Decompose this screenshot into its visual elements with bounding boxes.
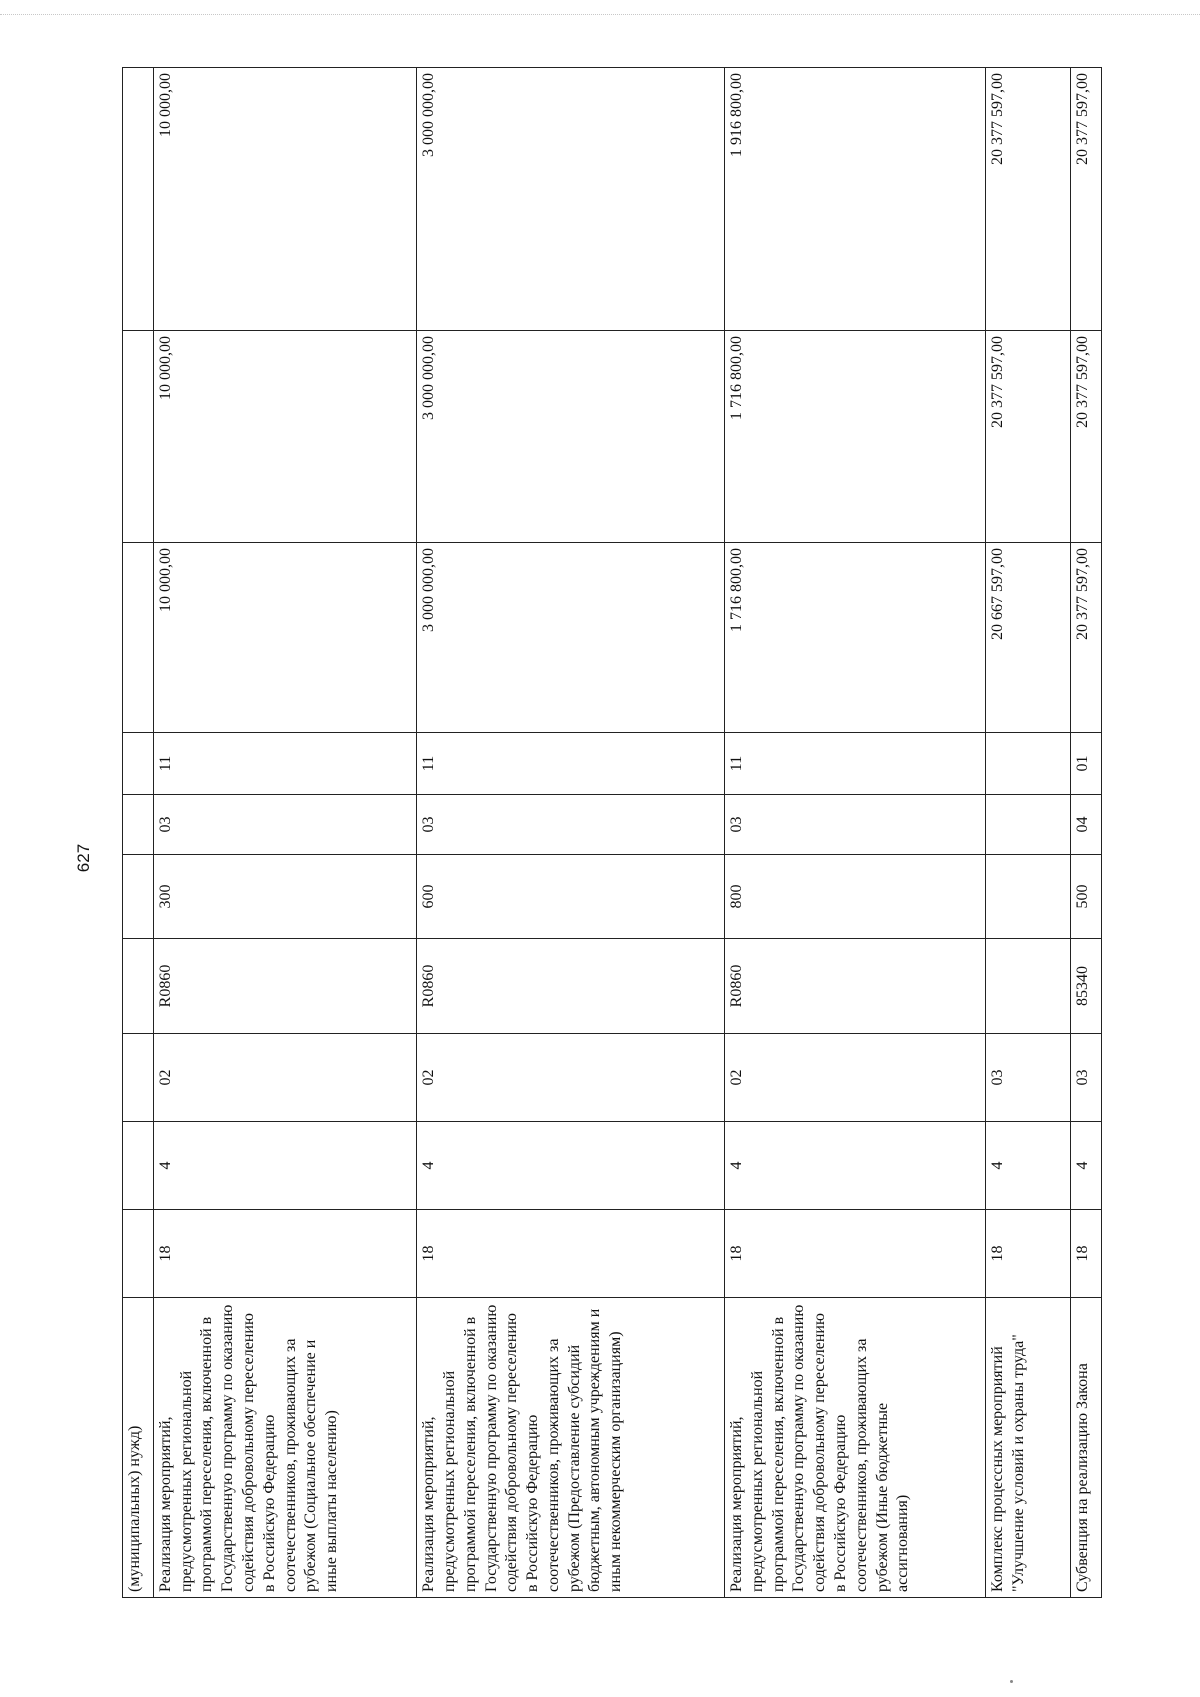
- amount-cell: 10 000,00: [153, 68, 416, 331]
- table-row-fragment: [123, 68, 154, 1598]
- row-description: Реализация мероприятий, предусмотренных региональной программой переселения, включенной в Государственную программу по оказанию содействия добровольному переселению в Российскую Федерацию соотечественников, проживающих за рубежом (Предоставление субсидий бюджетным, автономным учреждениям и иным некоммерческим организациям): [417, 1298, 725, 1598]
- table-row: [153, 68, 416, 1598]
- code-cell: 18: [1071, 1210, 1102, 1298]
- code-cell: 300: [153, 855, 416, 939]
- code-cell: 18: [986, 1210, 1071, 1298]
- code-cell: 600: [417, 855, 725, 939]
- amount-cell: 20 377 597,00: [986, 68, 1071, 331]
- table-row: [1071, 68, 1102, 1598]
- amount-cell: 20 377 597,00: [986, 331, 1071, 543]
- code-cell: 4: [417, 1122, 725, 1210]
- code-cell: 18: [725, 1210, 986, 1298]
- budget-table: [122, 67, 1102, 1598]
- amount-cell: 20 377 597,00: [1071, 331, 1102, 543]
- table-cell: [123, 1034, 154, 1122]
- rotated-table-container: [122, 68, 1102, 1598]
- row-description: Субвенция на реализацию Закона: [1071, 1298, 1102, 1598]
- code-cell: 4: [153, 1122, 416, 1210]
- table-cell: [123, 1122, 154, 1210]
- code-cell: R0860: [153, 939, 416, 1034]
- code-cell: 11: [725, 733, 986, 795]
- table-cell: [123, 795, 154, 855]
- code-cell: 02: [725, 1034, 986, 1122]
- table-cell: [123, 543, 154, 733]
- code-cell: 18: [417, 1210, 725, 1298]
- table-cell: [123, 331, 154, 543]
- code-cell: 4: [1071, 1122, 1102, 1210]
- code-cell: 03: [725, 795, 986, 855]
- amount-cell: 3 000 000,00: [417, 543, 725, 733]
- code-cell: [986, 855, 1071, 939]
- page-number: 627: [74, 843, 93, 873]
- code-cell: [986, 795, 1071, 855]
- code-cell: 500: [1071, 855, 1102, 939]
- row-description: Реализация мероприятий, предусмотренных региональной программой переселения, включенной в Государственную программу по оказанию содействия добровольному переселению в Российскую Федерацию соотечественников, проживающих за рубежом (Иные бюджетные ассигнования): [725, 1298, 986, 1598]
- table-row: [986, 68, 1071, 1598]
- code-cell: 01: [1071, 733, 1102, 795]
- row-description: Реализация мероприятий, предусмотренных региональной программой переселения, включенной в Государственную программу по оказанию содействия добровольному переселению в Российскую Федерацию соотечественников, проживающих за рубежом (Социальное обеспечение и иные выплаты населению): [153, 1298, 416, 1598]
- table-cell: [123, 855, 154, 939]
- fragment-label-cell: (муниципальных) нужд): [123, 1298, 154, 1598]
- code-cell: 4: [725, 1122, 986, 1210]
- code-cell: 04: [1071, 795, 1102, 855]
- code-cell: R0860: [725, 939, 986, 1034]
- scan-edge-line: [0, 14, 1200, 15]
- table-row: [725, 68, 986, 1598]
- code-cell: 03: [153, 795, 416, 855]
- code-cell: 85340: [1071, 939, 1102, 1034]
- amount-cell: 1 716 800,00: [725, 331, 986, 543]
- code-cell: 11: [153, 733, 416, 795]
- code-cell: 02: [417, 1034, 725, 1122]
- amount-cell: 1 716 800,00: [725, 543, 986, 733]
- table-cell: [123, 733, 154, 795]
- amount-cell: 10 000,00: [153, 543, 416, 733]
- table-cell: [123, 68, 154, 331]
- code-cell: 03: [417, 795, 725, 855]
- table-row: [417, 68, 725, 1598]
- table-cell: [123, 1210, 154, 1298]
- code-cell: 03: [1071, 1034, 1102, 1122]
- amount-cell: 10 000,00: [153, 331, 416, 543]
- amount-cell: 20 377 597,00: [1071, 68, 1102, 331]
- code-cell: 800: [725, 855, 986, 939]
- code-cell: 11: [417, 733, 725, 795]
- code-cell: [986, 733, 1071, 795]
- amount-cell: 3 000 000,00: [417, 68, 725, 331]
- code-cell: 4: [986, 1122, 1071, 1210]
- scan-speck: [1010, 1680, 1013, 1683]
- amount-cell: 3 000 000,00: [417, 331, 725, 543]
- amount-cell: 1 916 800,00: [725, 68, 986, 331]
- amount-cell: 20 667 597,00: [986, 543, 1071, 733]
- code-cell: R0860: [417, 939, 725, 1034]
- table-cell: [123, 939, 154, 1034]
- code-cell: 18: [153, 1210, 416, 1298]
- code-cell: [986, 939, 1071, 1034]
- code-cell: 02: [153, 1034, 416, 1122]
- row-description: Комплекс процессных мероприятий "Улучшение условий и охраны труда": [986, 1298, 1071, 1598]
- amount-cell: 20 377 597,00: [1071, 543, 1102, 733]
- code-cell: 03: [986, 1034, 1071, 1122]
